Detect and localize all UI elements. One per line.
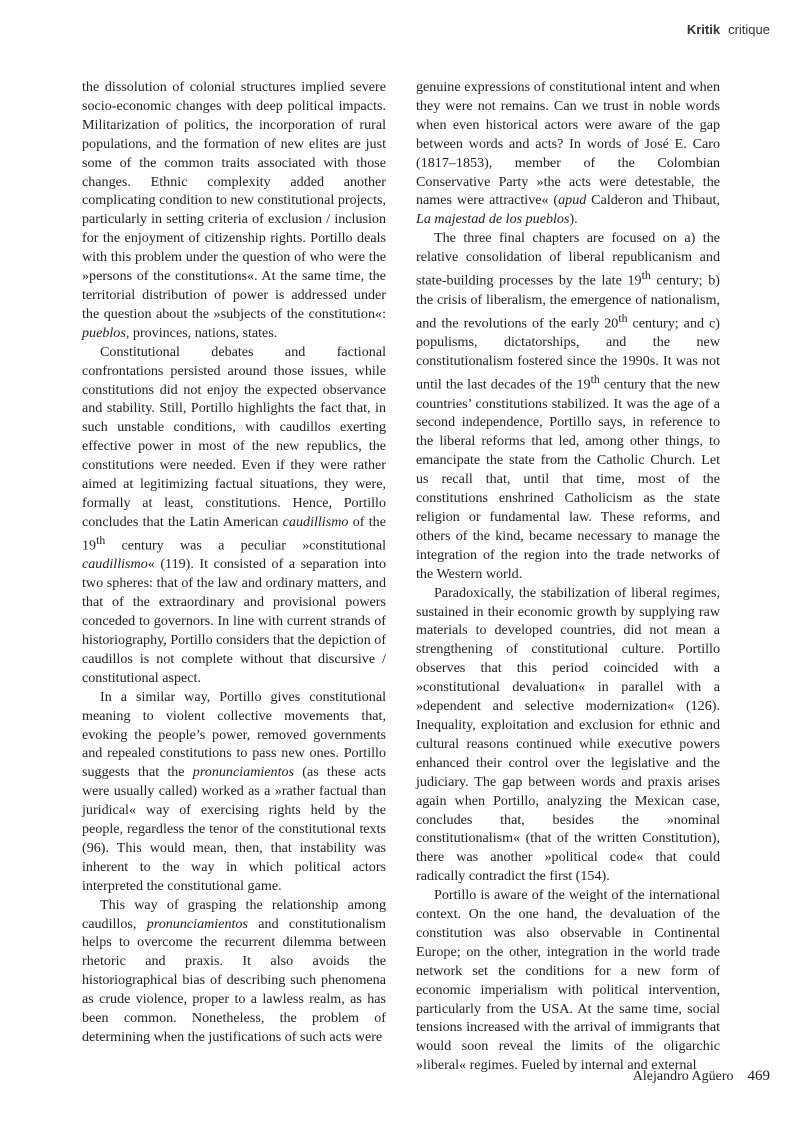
running-header — [687, 22, 770, 37]
paragraph: In a similar way, Portillo gives constitutional meaning to violent collective movements that, evoking the people’s power, removed governments and repealed constitutions to pass new ones. Portillo suggests that the pronunciamientos (as these acts were usually called) worked as a »rather factual than juridical« way of exercising rights held by the people, regardless the tenor of the constitutional texts (96). This would mean, then, that instability was inherent to the way in which political actors interpreted the constitutional game. — [82, 688, 386, 894]
paragraph: genuine expressions of constitutional intent and when they were not remains. Can we trust in noble words when even historical actors were aware of the gap between words and acts? In words of José E. Caro (1817–1853), member of the Colombian Conservative Party »the acts were detestable, the names were attractive« (apud Calderon and Thibaut, La majestad de los pueblos). — [416, 79, 720, 228]
page-footer — [633, 1068, 770, 1085]
paragraph: Constitutional debates and factional confrontations persisted around those issues, while constitutions did not enjoy the expected observance and stability. Still, Portillo highlights the fact that, in such unstable conditions, with caudillos exerting effective power in most of the new republics, the constitutions were needed. Even if they were rather aimed at legitimizing factual situations, they were, formally at least, constitutions. Hence, Portillo concludes that the Latin American caudillismo of the 19th century was a peculiar »constitutional caudillismo« (119). It consisted of a separation into two spheres: that of the law and ordinary matters, and that of the extraordinary and provisional powers conceded to governors. In line with current strands of historiography, Portillo considers that the depiction of caudillos is not complete without that discursive / constitutional aspect. — [82, 343, 387, 686]
right-column — [416, 78, 720, 1075]
paragraph: Portillo is aware of the weight of the international context. On the one hand, the devaluation of the constitution was also observable in Continental Europe; on the other, integration in the world trade network set the conditions for a new form of economic imperialism with political intervention, particularly from the USA. At the same time, social tensions increased with the arrival of immigrants that would soon reveal the limits of the oligarchic »liberal« regimes. Fueled by internal and external — [416, 887, 720, 1074]
page-number: 469 — [747, 1068, 770, 1084]
paragraph: the dissolution of colonial structures implied severe socio-economic changes with deep political impacts. Militarization of politics, the incorporation of rural populations, and the formation of new elites are just some of the common traits associated with those changes. Ethnic complexity added another complicating condition to new constitutional projects, particularly in setting criteria of exclusion / inclusion for the enjoyment of citizenship rights. Portillo deals with this problem under the question of who were the »persons of the constitutions«. At the same time, the territorial distribution of power is addressed under the question about the »subjects of the constitution«: pueblos, provinces, nations, states. — [82, 79, 386, 341]
paragraph: This way of grasping the relationship among caudillos, pronunciamientos and constitutionalism helps to overcome the recurrent dilemma between rhetoric and praxis. It also avoids the historiographical bias of describing such phenomena as crude violence, proper to a lawless realm, as has been common. Nonetheless, the problem of determining when the justifications of such acts were — [82, 896, 386, 1045]
paragraph: The three final chapters are focused on a) the relative consolidation of liberal republicanism and state-building processes by the late 19th century; b) the crisis of liberalism, the emergence of nationalism, and the revolutions of the early 20th century; and c) populisms, dictatorships, and the new constitutionalism fostered since the 1990s. It was not until the last decades of the 19th century that the new countries’ constitutions stabilized. It was the age of a second independence, Portillo says, in reference to the liberal reforms that led, among other things, to emancipate the state from the Catholic Church. Let us recall that, until that time, most of the constitutions enshrined Catholicism as the state religion or fundamental law. These reforms, and others of the kind, became necessary to manage the integration of the region into the trade networks of the Western world. — [416, 230, 721, 582]
author-name: Alejandro Agüero — [632, 1069, 734, 1084]
left-column — [82, 78, 386, 1047]
section-sublabel: critique — [728, 22, 770, 37]
section-label: Kritik — [686, 22, 721, 37]
paragraph: Paradoxically, the stabilization of liberal regimes, sustained in their economic growth by supplying raw materials to developed countries, did not mean a strengthening of constitutional culture. Portillo observes that this period coincided with a »constitutional devaluation« in parallel with a »dependent and selective modernization« (126). Inequality, exploitation and exclusion for ethnic and cultural reasons continued while executive powers enhanced their control over the legislative and the judiciary. The gap between words and praxis arises again when Portillo, analyzing the Mexican case, concludes that, besides the »nominal constitutionalism« (that of the written Constitution), there was another »political code« that could radically contradict the first (154). — [416, 584, 720, 885]
